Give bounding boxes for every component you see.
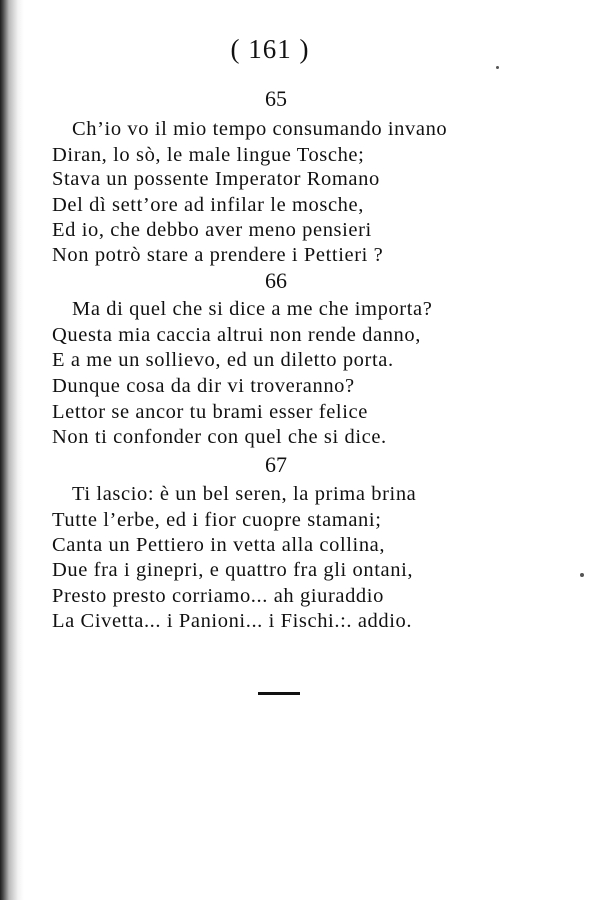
stanza-number-67: 67: [265, 452, 287, 477]
verse-line: Ch’io vo il mio tempo consumando invano: [72, 118, 448, 140]
verse-line: Tutte l’erbe, ed i fior cuopre stamani;: [52, 509, 382, 531]
verse-line: Stava un possente Imperator Romano: [52, 168, 380, 190]
verse-line: Diran, lo sò, le male lingue Tosche;: [52, 144, 365, 166]
verse-line: Ed io, che debbo aver meno pensieri: [52, 219, 372, 241]
verse-line: Dunque cosa da dir vi troveranno?: [52, 375, 355, 397]
end-rule-divider: [258, 692, 300, 695]
paper-speck: [496, 66, 499, 69]
paper-speck: [580, 573, 584, 577]
verse-line: Lettor se ancor tu brami esser felice: [52, 401, 368, 423]
book-gutter-shadow: [0, 0, 24, 900]
verse-line: Non ti confonder con quel che si dice.: [52, 426, 387, 448]
verse-line: Presto presto corriamo... ah giuraddio: [52, 585, 384, 607]
verse-line: Due fra i ginepri, e quattro fra gli ontani,: [52, 559, 414, 581]
verse-line: Del dì sett’ore ad infilar le mosche,: [52, 194, 364, 216]
stanza-number-65: 65: [265, 86, 287, 111]
verse-line: Canta un Pettiero in vetta alla collina,: [52, 534, 386, 556]
stanza-number-66: 66: [265, 268, 287, 293]
verse-line: Questa mia caccia altrui non rende danno,: [52, 324, 421, 346]
verse-line: Ti lascio: è un bel seren, la prima brina: [72, 483, 417, 505]
verse-line: Non potrò stare a prendere i Pettieri ?: [52, 244, 384, 266]
verse-line: La Civetta... i Panioni... i Fischi.:. addio.: [52, 610, 413, 632]
page-number: ( 161 ): [230, 34, 310, 64]
verse-line: Ma di quel che si dice a me che importa?: [72, 298, 433, 320]
verse-line: E a me un sollievo, ed un diletto porta.: [52, 349, 394, 371]
